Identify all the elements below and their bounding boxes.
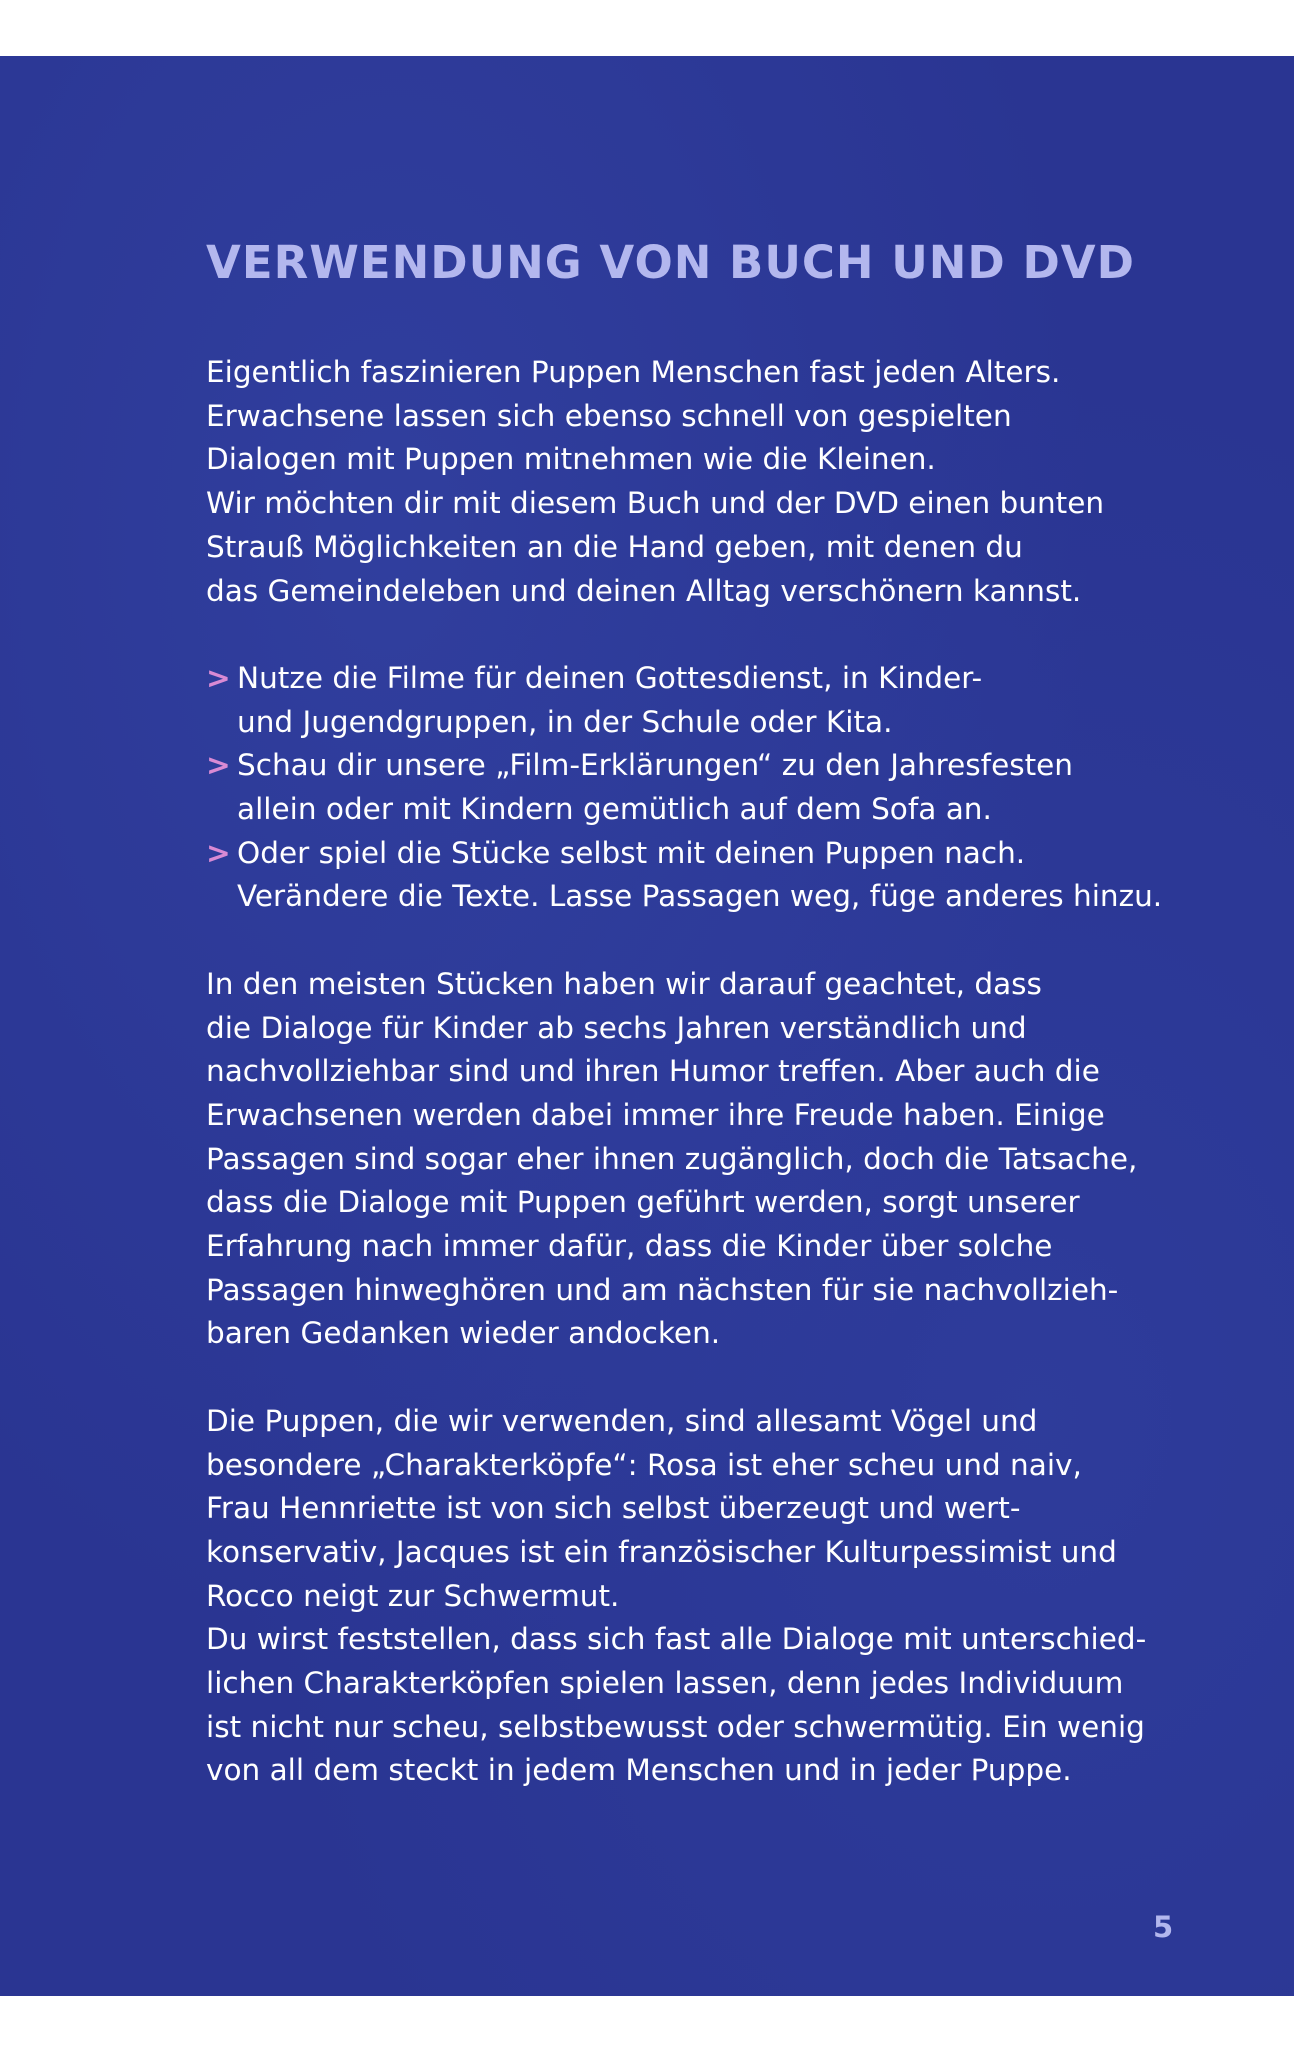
text-line: Passagen hinweghören und am nächsten für sie nachvollzieh- <box>206 1272 1119 1307</box>
text-line: konservativ, Jacques ist ein französischer Kulturpessimist und <box>206 1534 1117 1569</box>
text-line: Erwachsene lassen sich ebenso schnell von gespielten <box>206 398 1012 433</box>
text-line: Schau dir unsere „Film-Erklärungen“ zu den Jahresfesten <box>237 748 1073 783</box>
text-line: nachvollziehbar sind und ihren Humor treffen. Aber auch die <box>206 1054 1100 1089</box>
text-line: Rocco neigt zur Schwermut. <box>206 1578 620 1613</box>
chevron-right-icon: > <box>206 748 231 783</box>
text-line: Eigentlich faszinieren Puppen Menschen fast jeden Alters. <box>206 355 1061 389</box>
text-line: ist nicht nur scheu, selbstbewusst oder schwermütig. Ein wenig <box>206 1709 1145 1744</box>
book-page <box>0 56 1294 1996</box>
text-line: Erwachsenen werden dabei immer ihre Freude haben. Einige <box>206 1097 1105 1132</box>
text-line: von all dem steckt in jedem Menschen und in jeder Puppe. <box>206 1753 1072 1788</box>
text-line: Strauß Möglichkeiten an die Hand geben, mit denen du <box>206 529 1023 564</box>
text-line: Erfahrung nach immer dafür, dass die Kinder über solche <box>206 1229 1053 1264</box>
bullet-item <box>206 744 1206 831</box>
chevron-right-icon: > <box>206 660 231 695</box>
text-line: Du wirst feststellen, dass sich fast alle Dialoge mit unterschied- <box>206 1622 1147 1657</box>
text-line: Wir möchten dir mit diesem Buch und der DVD einen bunten <box>206 486 1105 521</box>
text-line: das Gemeindeleben und deinen Alltag verschönern kannst. <box>206 573 1082 608</box>
page-number: 5 <box>1153 1910 1174 1944</box>
text-line: Passagen sind sogar eher ihnen zugänglich, doch die Tatsache, <box>206 1141 1138 1176</box>
text-line: dass die Dialoge mit Puppen geführt werden, sorgt unserer <box>206 1185 1080 1220</box>
text-line: Verändere die Texte. Lasse Passagen weg, füge anderes hinzu. <box>237 879 1163 914</box>
text-line: Dialogen mit Puppen mitnehmen wie die Kleinen. <box>206 442 936 477</box>
bullet-item <box>206 832 1206 919</box>
characters-paragraph <box>206 1400 1206 1793</box>
text-line: baren Gedanken wieder andocken. <box>206 1316 721 1351</box>
usage-bullet-list <box>206 657 1206 919</box>
page-title: VERWENDUNG VON BUCH UND DVD <box>206 236 1135 289</box>
text-line: Frau Hennriette ist von sich selbst überzeugt und wert- <box>206 1491 1021 1526</box>
text-line: und Jugendgruppen, in der Schule oder Kita. <box>237 704 893 739</box>
intro-paragraph <box>206 351 1206 613</box>
text-line: Nutze die Filme für deinen Gottesdienst, in Kinder- <box>237 660 983 695</box>
text-line: Die Puppen, die wir verwenden, sind allesamt Vögel und <box>206 1403 1038 1438</box>
text-line: lichen Charakterköpfen spielen lassen, denn jedes Individuum <box>206 1666 1124 1701</box>
text-line: die Dialoge für Kinder ab sechs Jahren verständlich und <box>206 1010 1027 1045</box>
bullet-item <box>206 657 1206 744</box>
text-line: besondere „Charakterköpfe“: Rosa ist eher scheu und naiv, <box>206 1447 1082 1482</box>
text-line: allein oder mit Kindern gemütlich auf dem Sofa an. <box>237 792 992 827</box>
text-line: In den meisten Stücken haben wir darauf geachtet, dass <box>206 966 1042 1001</box>
page-content <box>206 233 1206 1837</box>
text-line: Oder spiel die Stücke selbst mit deinen Puppen nach. <box>237 835 1026 870</box>
chevron-right-icon: > <box>206 835 231 870</box>
humor-paragraph <box>206 963 1206 1356</box>
